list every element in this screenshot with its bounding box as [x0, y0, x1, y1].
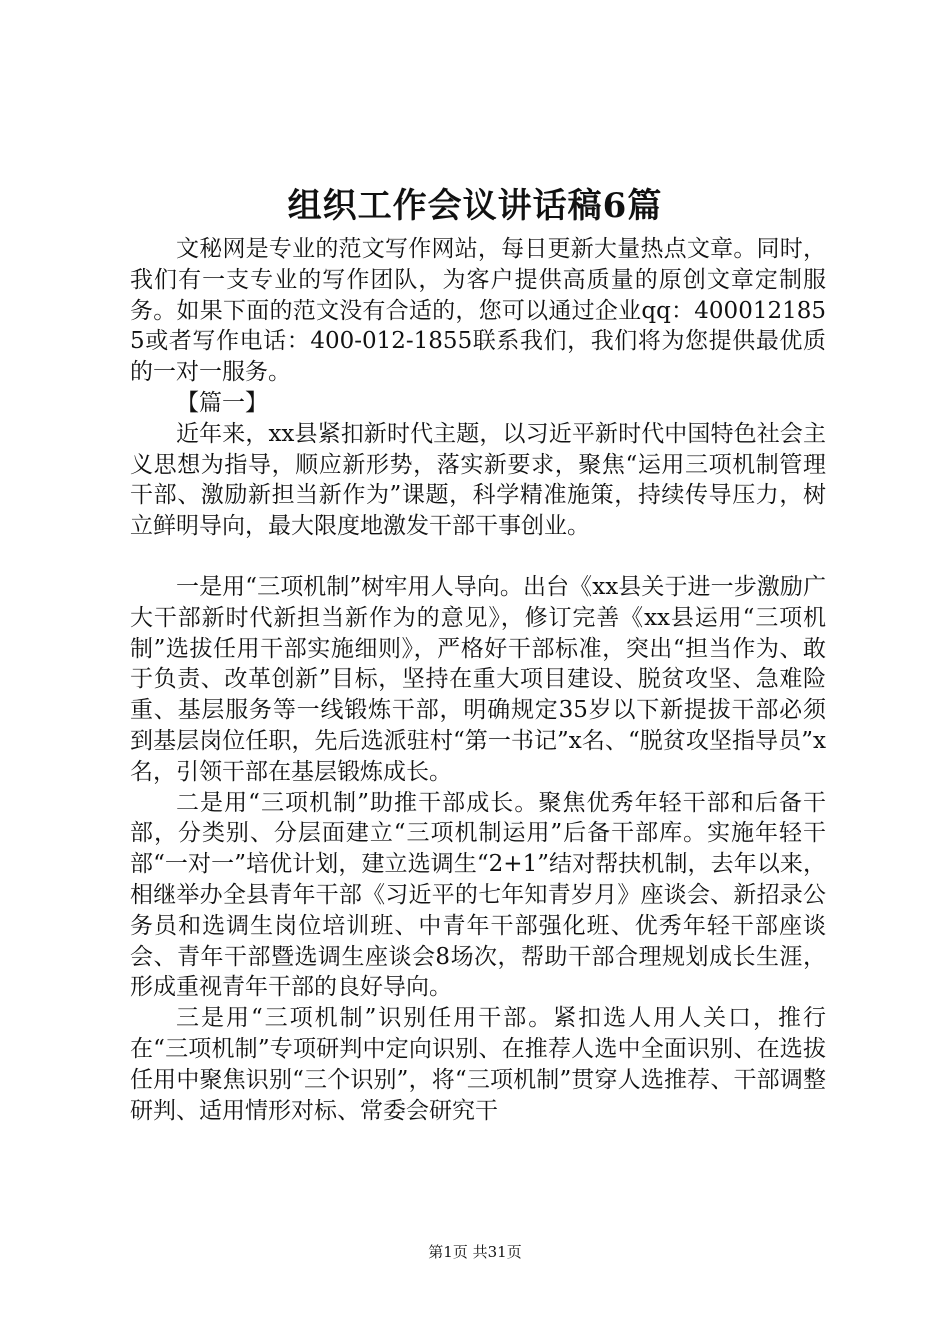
document-title: 组织工作会议讲话稿6篇 — [287, 186, 663, 226]
body-paragraph-4: 三是用“三项机制”识别任用干部。紧扣选人用人关口，推行在“三项机制”专项研判中定向识别、在推荐人选中全面识别、在选拔任用中聚焦识别“三个识别”，将“三项机制”贯穿人选推荐、干部调整研判、适用情形对标、常委会研究干 — [130, 1005, 826, 1124]
document-body — [130, 234, 826, 1126]
section-heading: 【篇一】 — [176, 389, 268, 416]
body-paragraph-2: 一是用“三项机制”树牢用人导向。出台《xx县关于进一步激励广大干部新时代新担当新作为的意见》，修订完善《xx县运用“三项机制”选拔任用干部实施细则》，严格好干部标准，突出“担当作为、敢于负责、改革创新”目标，坚持在重大项目建设、脱贫攻坚、急难险重、基层服务等一线锻炼干部，明确规定35岁以下新提拔干部必须到基层岗位任职，先后选派驻村“第一书记”x名、“脱贫攻坚指导员”x名，引领干部在基层锻炼成长。 — [130, 573, 826, 785]
body-paragraph-3: 二是用“三项机制”助推干部成长。聚焦优秀年轻干部和后备干部，分类别、分层面建立“三项机制运用”后备干部库。实施年轻干部“一对一”培优计划，建立选调生“2+1”结对帮扶机制，去年以来，相继举办全县青年干部《习近平的七年知青岁月》座谈会、新招录公务员和选调生岗位培训班、中青年干部强化班、优秀年轻干部座谈会、青年干部暨选调生座谈会8场次，帮助干部合理规划成长生涯，形成重视青年干部的良好导向。 — [130, 789, 826, 1001]
page-footer: 第1页 共31页 — [428, 1243, 522, 1261]
intro-paragraph: 文秘网是专业的范文写作网站，每日更新大量热点文章。同时，我们有一支专业的写作团队，为客户提供高质量的原创文章定制服务。如果下面的范文没有合适的，您可以通过企业qq：4000121855或者写作电话：400-012-1855联系我们，我们将为您提供最优质的一对一服务。 — [130, 236, 826, 386]
body-paragraph-1: 近年来，xx县紧扣新时代主题，以习近平新时代中国特色社会主义思想为指导，顺应新形势，落实新要求，聚焦“运用三项机制管理干部、激励新担当新作为”课题，科学精准施策，持续传导压力，树立鲜明导向，最大限度地激发干部干事创业。 — [130, 420, 826, 540]
